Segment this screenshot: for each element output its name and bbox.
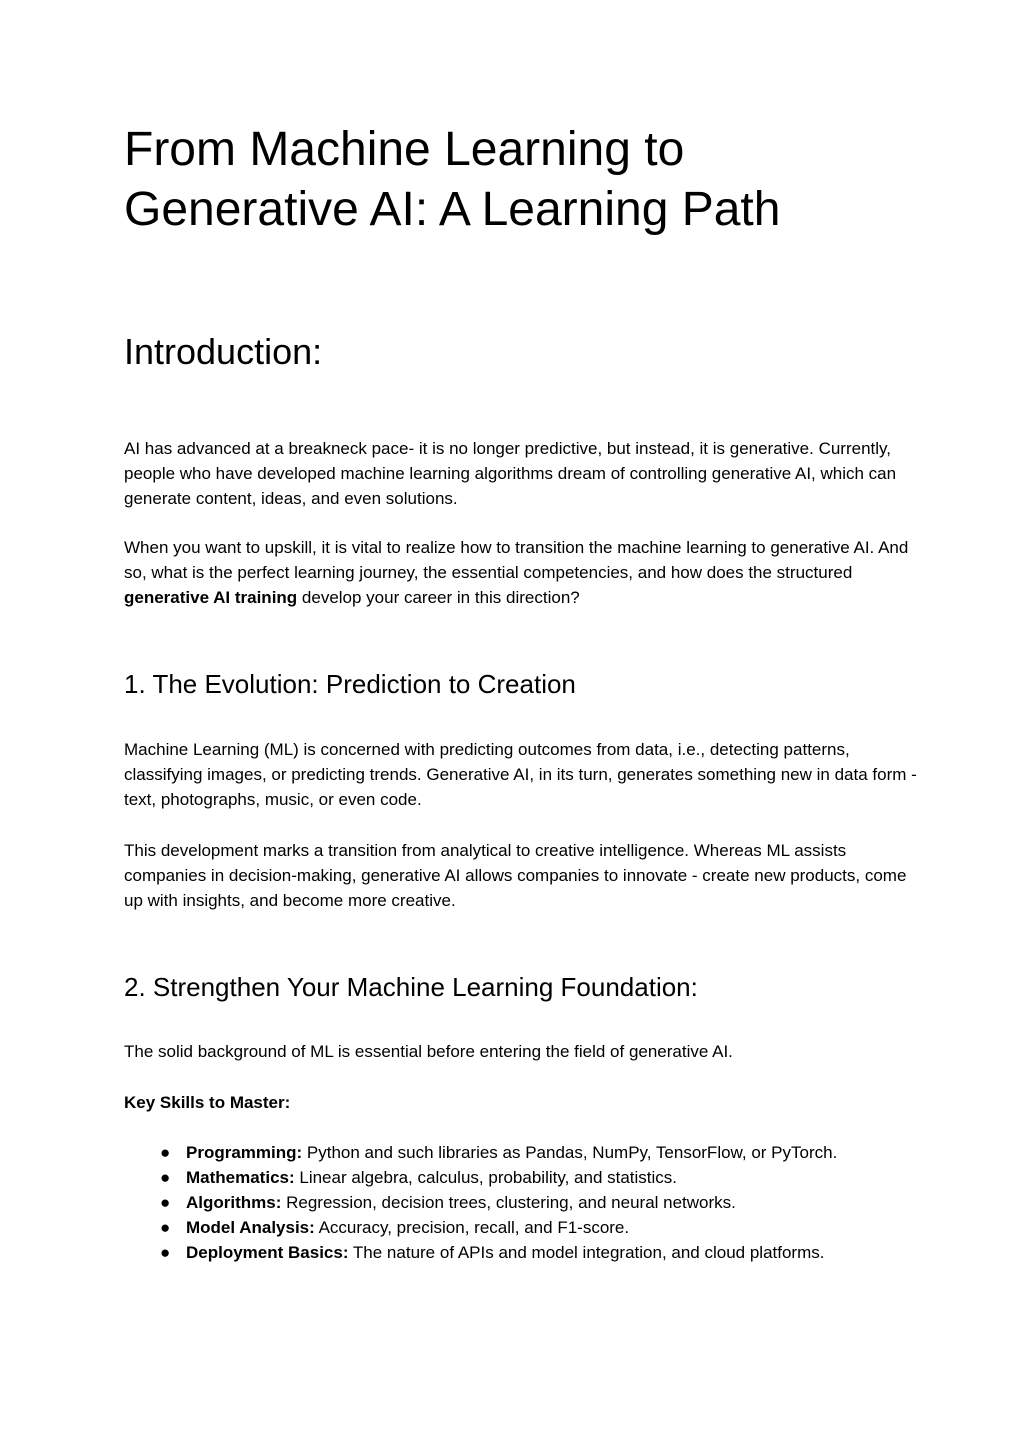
bullet-icon: ● [160, 1193, 171, 1212]
intro-paragraph-2 [124, 535, 924, 610]
text: develop your career in this direction? [297, 588, 580, 607]
skill-text: Python and such libraries as Pandas, NumPy, TensorFlow, or PyTorch. [302, 1143, 838, 1162]
section-2-heading: 2. Strengthen Your Machine Learning Foundation: [124, 972, 698, 1002]
list-item [160, 1140, 920, 1165]
list-item [160, 1165, 920, 1190]
skill-text: Accuracy, precision, recall, and F1-score. [314, 1218, 630, 1237]
bullet-icon: ● [160, 1218, 171, 1237]
section-2-paragraph-1: The solid background of ML is essential before entering the field of generative AI. [124, 1042, 733, 1061]
skill-term: Algorithms: [186, 1193, 282, 1212]
section-1-paragraph-2: This development marks a transition from analytical to creative intelligence. Whereas ML assists companies in decision-making, generative AI allows companies to innovate - create new products, come up with insights, and become more creative. [124, 841, 907, 910]
skills-list [160, 1140, 920, 1265]
bullet-icon: ● [160, 1143, 171, 1162]
section-1-paragraph-1: Machine Learning (ML) is concerned with predicting outcomes from data, i.e., detecting patterns, classifying images, or predicting trends. Generative AI, in its turn, generates something new in data form - text, photographs, music, or even code. [124, 740, 917, 809]
skill-text: The nature of APIs and model integration, and cloud platforms. [348, 1243, 825, 1262]
list-item [160, 1215, 920, 1240]
skill-text: Regression, decision trees, clustering, and neural networks. [281, 1193, 736, 1212]
intro-paragraph-1: AI has advanced at a breakneck pace- it is no longer predictive, but instead, it is generative. Currently, people who have developed machine learning algorithms dream of controlling generative AI, which can generate content, ideas, and even solutions. [124, 439, 897, 508]
section-1-heading: 1. The Evolution: Prediction to Creation [124, 669, 576, 699]
skill-term: Model Analysis: [186, 1218, 315, 1237]
list-item [160, 1240, 920, 1265]
skill-text: Linear algebra, calculus, probability, and statistics. [294, 1168, 678, 1187]
bullet-icon: ● [160, 1168, 171, 1187]
bold-term: generative AI training [124, 588, 298, 607]
text: When you want to upskill, it is vital to realize how to transition the machine learning to generative AI. And so, what is the perfect learning journey, the essential competencies, and how does the structured [124, 538, 909, 582]
introduction-heading: Introduction: [124, 331, 323, 372]
bullet-icon: ● [160, 1243, 171, 1262]
document-title: From Machine Learning to Generative AI: A Learning Path [124, 123, 781, 236]
skill-term: Mathematics: [186, 1168, 295, 1187]
list-item [160, 1190, 920, 1215]
skill-term: Deployment Basics: [186, 1243, 349, 1262]
skill-term: Programming: [186, 1143, 303, 1162]
key-skills-label: Key Skills to Master: [124, 1093, 291, 1112]
